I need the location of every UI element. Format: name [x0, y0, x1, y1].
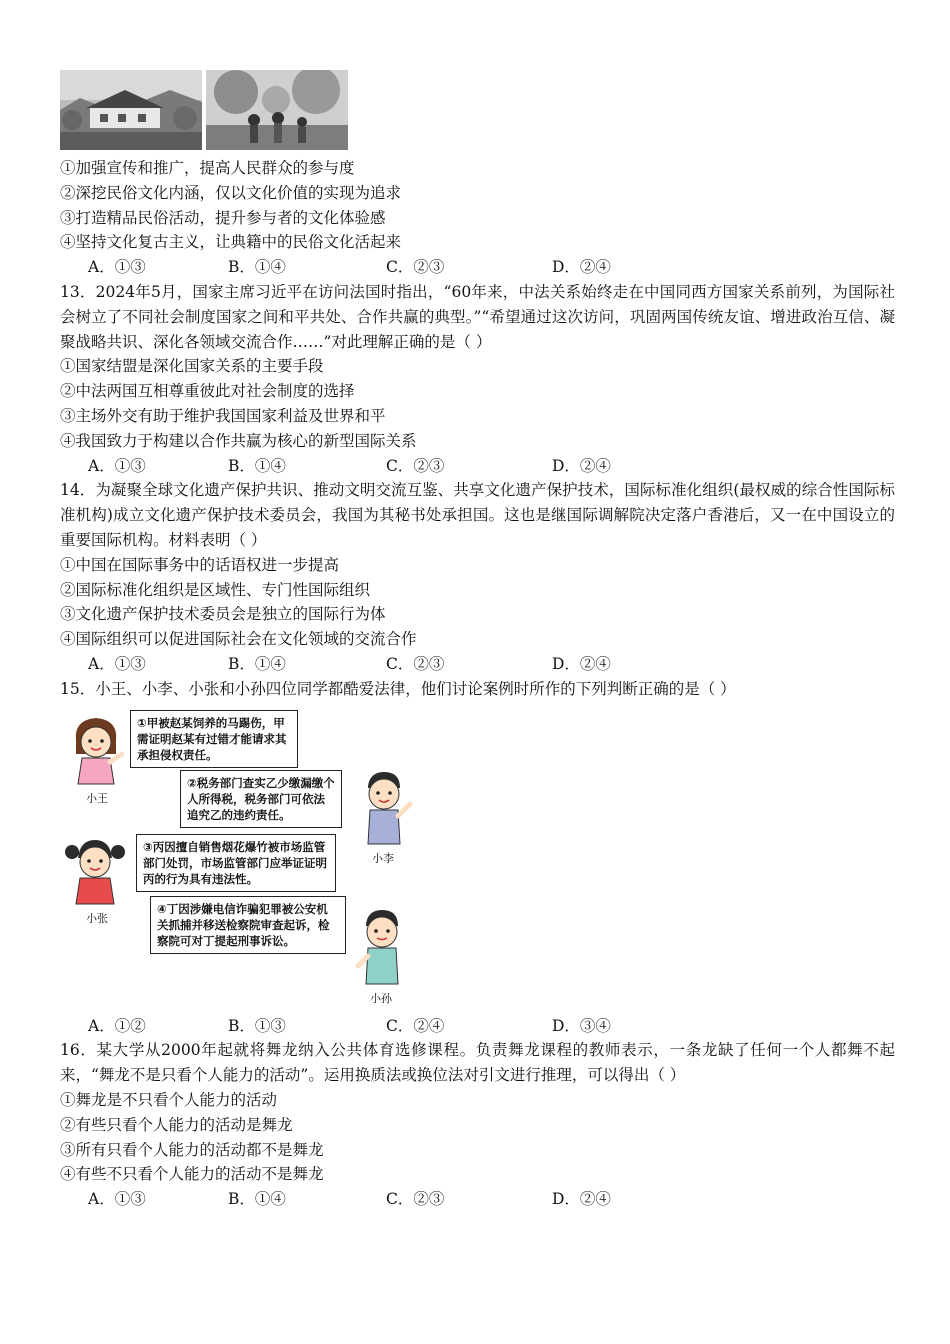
q14-option-4: ④国际组织可以促进国际社会在文化领域的交流合作 [60, 630, 417, 649]
q14-option-2: ②国际标准化组织是区域性、专门性国际组织 [60, 580, 371, 599]
girl-pigtails-figure-icon [64, 834, 126, 906]
q13-stem: 13．2024年5月，国家主席习近平在访问法国时指出，“60年来，中法关系始终走在中国同西方国家关系前列，为国际社会树立了不同社会制度国家之间和平共处、合作共赢的典型。”“希望通过这次访问，巩固两国传统友谊、增进政治互信、凝聚战略共识、深化各领域交流合作……”对此理解正确的是（ ） [60, 282, 895, 351]
bubble-3: ③丙因擅自销售烟花爆竹被市场监管部门处罚，市场监管部门应举证证明丙的行为具有违法性。 [136, 834, 336, 892]
q12-choices [60, 255, 895, 280]
q16-stem: 16．某大学从2000年起就将舞龙纳入公共体育选修课程。负责舞龙课程的教师表示，一条龙缺了任何一个人都舞不起来，“舞龙不是只看个人能力的活动”。运用换质法或换位法对引文进行推理，可以得出（ ） [60, 1041, 895, 1085]
boy-glasses-figure-icon [352, 904, 412, 986]
q15-choice-d[interactable]: D．③④ [552, 1016, 611, 1035]
q14-choice-c[interactable]: C．②③ [386, 654, 445, 673]
q14-choice-b[interactable]: B．①④ [228, 654, 286, 673]
bubble-1: ①甲被赵某饲养的马踢伤，甲需证明赵某有过错才能请求其承担侵权责任。 [130, 710, 298, 768]
q13-choices [60, 454, 895, 479]
q16-option-2: ②有些只看个人能力的活动是舞龙 [60, 1115, 293, 1134]
q16-choice-a[interactable]: A．①③ [88, 1190, 146, 1209]
q12-choice-a[interactable]: A．①③ [88, 258, 146, 277]
q15-choice-a[interactable]: A．①② [88, 1016, 146, 1035]
girl-figure-icon [68, 714, 124, 786]
q13-choice-c[interactable]: C．②③ [386, 456, 445, 475]
q15-choices [60, 1014, 895, 1039]
q14-choice-a[interactable]: A．①③ [88, 654, 146, 673]
q12-option-3: ③打造精品民俗活动，提升参与者的文化体验感 [60, 208, 386, 227]
q13-option-3: ③主场外交有助于维护我国国家利益及世界和平 [60, 406, 386, 425]
q14-option-1: ①中国在国际事务中的话语权进一步提高 [60, 555, 340, 574]
exam-page [60, 70, 895, 1212]
q12-choice-b[interactable]: B．①④ [228, 258, 286, 277]
q14-choices [60, 652, 895, 677]
q12-option-1: ①加强宣传和推广，提高人民群众的参与度 [60, 159, 355, 177]
q14-stem: 14．为凝聚全球文化遗产保护共识、推动文明交流互鉴、共享文化遗产保护技术，国际标准化组织(最权威的综合性国际标准机构)成立文化遗产保护技术委员会，我国为其秘书处承担国。这也是继国际调解院决定落户香港后，又一在中国设立的重要国际机构。材料表明（ ） [60, 481, 895, 549]
q16-choices [60, 1187, 895, 1212]
q13-choice-a[interactable]: A．①③ [88, 456, 146, 475]
q12-option-2: ②深挖民俗文化内涵，仅以文化价值的实现为追求 [60, 183, 402, 202]
q13-option-2: ②中法两国互相尊重彼此对社会制度的选择 [60, 382, 355, 401]
q15-cartoon [64, 710, 424, 1008]
q16-option-1: ①舞龙是不只看个人能力的活动 [60, 1090, 278, 1109]
q12-option-4: ④坚持文化复古主义，让典籍中的民俗文化活起来 [60, 233, 402, 252]
q13-option-4: ④我国致力于构建以合作共赢为核心的新型国际关系 [60, 431, 417, 450]
boy-figure-icon [354, 766, 414, 846]
name-xiaowang: 小王 [86, 791, 108, 805]
q16-option-4: ④有些不只看个人能力的活动不是舞龙 [60, 1165, 324, 1184]
q13-choice-b[interactable]: B．①④ [228, 456, 286, 475]
name-xiaosun: 小孙 [370, 991, 392, 1005]
q13-choice-d[interactable]: D．②④ [552, 456, 611, 475]
bubble-2: ②税务部门查实乙少缴漏缴个人所得税，税务部门可依法追究乙的违约责任。 [180, 770, 342, 828]
q16-option-3: ③所有只看个人能力的活动都不是舞龙 [60, 1140, 324, 1159]
q15-choice-c[interactable]: C．②④ [386, 1016, 445, 1035]
q15-stem: 15．小王、小李、小张和小孙四位同学都酷爱法律，他们讨论案例时所作的下列判断正确的是（ ） [60, 679, 736, 698]
q16-choice-d[interactable]: D．②④ [552, 1190, 611, 1209]
village-photo [60, 70, 202, 150]
q15-choice-b[interactable]: B．①③ [228, 1016, 286, 1035]
q16-choice-c[interactable]: C．②③ [386, 1190, 445, 1209]
q12-choice-d[interactable]: D．②④ [552, 258, 611, 277]
q13-option-1: ①国家结盟是深化国家关系的主要手段 [60, 357, 324, 376]
q14-choice-d[interactable]: D．②④ [552, 654, 611, 673]
q12-photos [60, 70, 895, 150]
name-xiaoli: 小李 [372, 851, 394, 865]
q16-choice-b[interactable]: B．①④ [228, 1190, 286, 1209]
festival-photo [206, 70, 348, 150]
q14-option-3: ③文化遗产保护技术委员会是独立的国际行为体 [60, 605, 386, 624]
name-xiaozhang: 小张 [86, 911, 108, 925]
q12-choice-c[interactable]: C．②③ [386, 258, 445, 277]
bubble-4: ④丁因涉嫌电信诈骗犯罪被公安机关抓捕并移送检察院审查起诉，检察院可对丁提起刑事诉讼。 [150, 896, 346, 954]
